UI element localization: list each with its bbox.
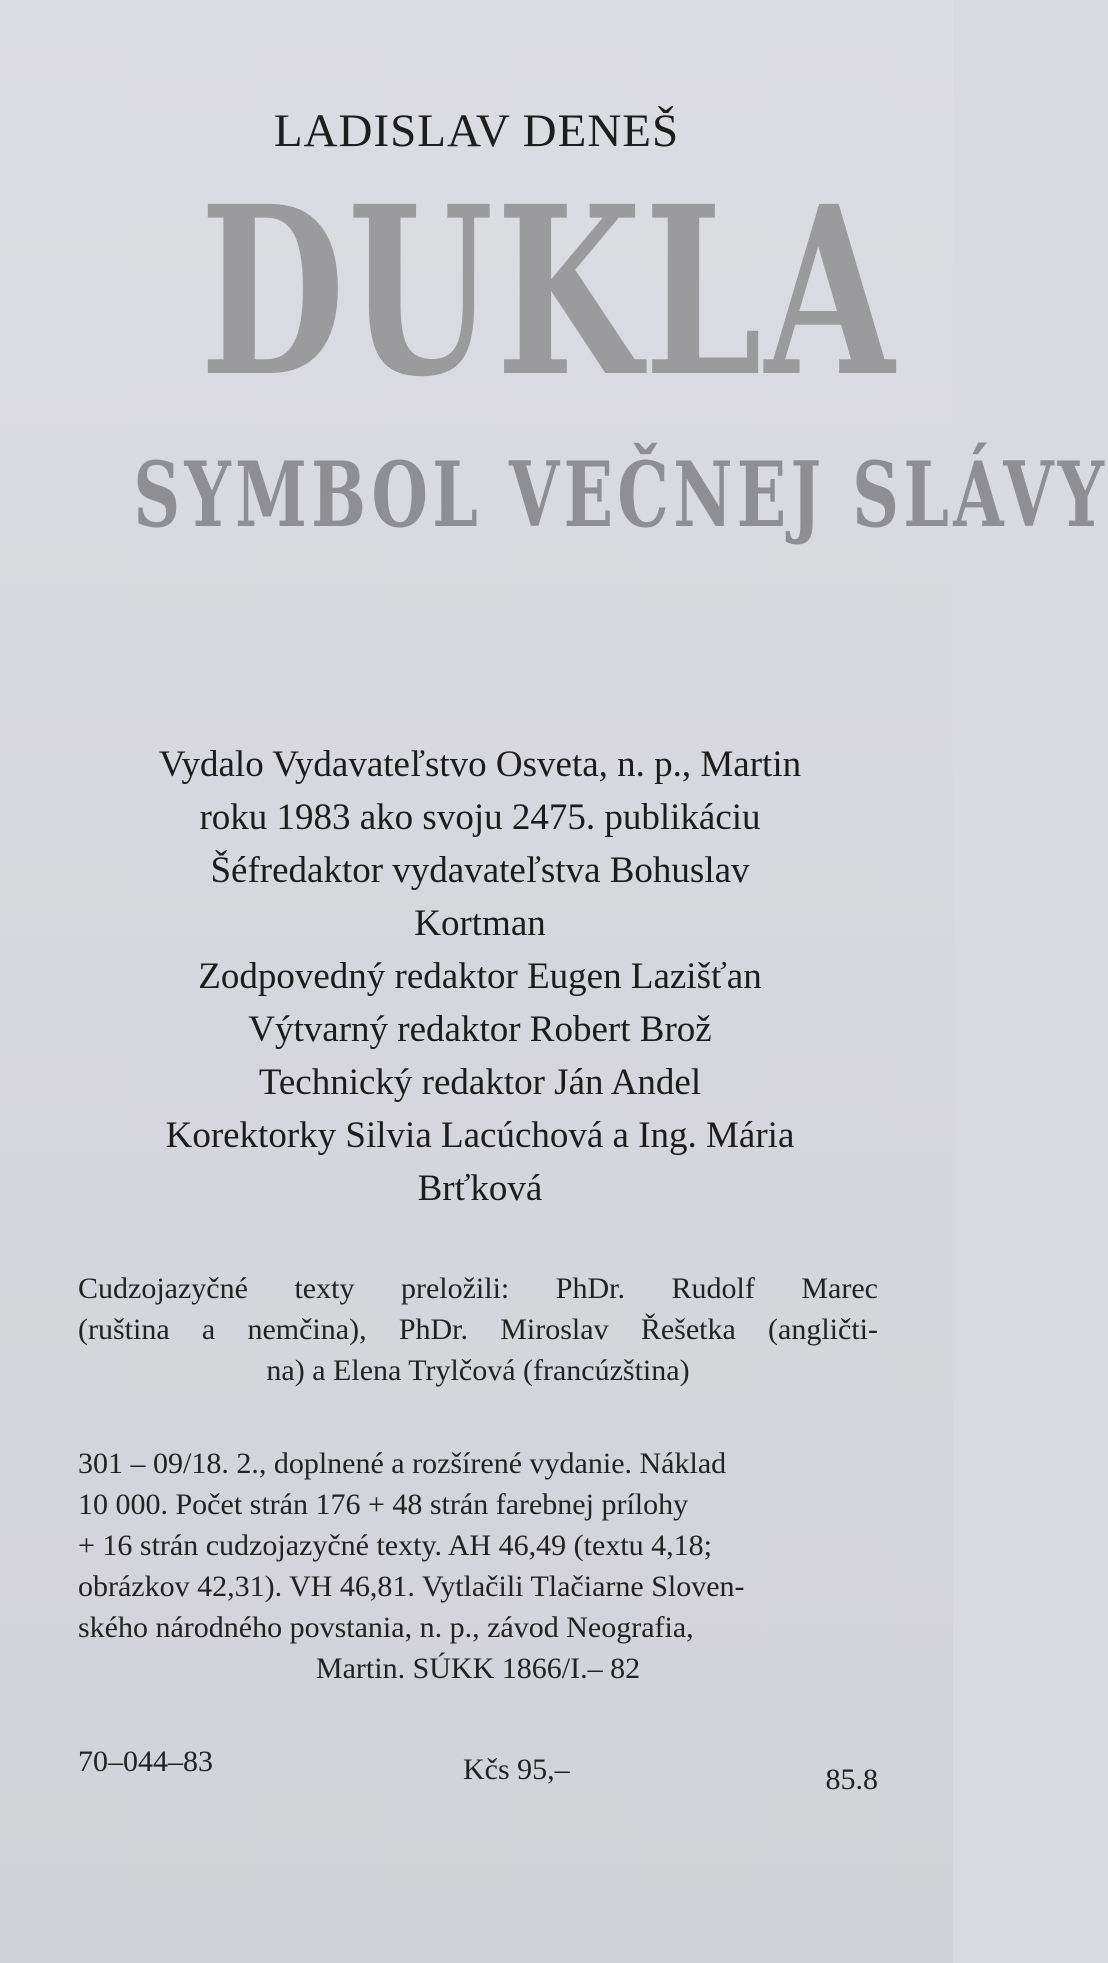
technical-line: Martin. SÚKK 1866/I.– 82: [315, 1652, 641, 1685]
classification-code: 85.8: [825, 1763, 878, 1796]
imprint-block: [70, 738, 890, 1215]
imprint-line: roku 1983 ako svoju 2475. publikáciu: [199, 797, 761, 838]
translations-line: (ruština a nemčina), PhDr. Miroslav Řešetka (angličti-: [78, 1313, 878, 1346]
imprint-line: Kortman: [414, 903, 546, 944]
technical-line: + 16 strán cudzojazyčné texty. AH 46,49 (textu 4,18;: [78, 1529, 712, 1562]
author-name: LADISLAV DENEŠ: [273, 105, 680, 157]
imprint-line: Technický redaktor Ján Andel: [258, 1062, 702, 1103]
publication-code: 70–044–83: [78, 1745, 213, 1778]
imprint-line: Zodpovedný redaktor Eugen Lazišťan: [198, 956, 762, 997]
book-title: DUKLA: [200, 155, 898, 428]
translations-line: na) a Elena Trylčová (francúzština): [266, 1354, 690, 1387]
imprint-line: Šéfredaktor vydavateľstva Bohuslav: [210, 850, 750, 891]
imprint-line: Vydalo Vydavateľstvo Osveta, n. p., Martin: [158, 744, 802, 785]
technical-line: 10 000. Počet strán 176 + 48 strán farebnej prílohy: [78, 1488, 689, 1521]
technical-line: obrázkov 42,31). VH 46,81. Vytlačili Tlačiarne Sloven-: [78, 1570, 745, 1603]
imprint-line: Výtvarný redaktor Robert Brož: [248, 1009, 712, 1050]
translations-line: Cudzojazyčné texty preložili: PhDr. Rudolf Marec: [78, 1272, 878, 1305]
technical-line: 301 – 09/18. 2., doplnené a rozšírené vydanie. Náklad: [78, 1447, 727, 1480]
imprint-line: Korektorky Silvia Lacúchová a Ing. Mária: [165, 1115, 795, 1156]
translations-note: [78, 1268, 878, 1391]
imprint-line: Brťková: [417, 1168, 543, 1209]
technical-data: [78, 1443, 878, 1689]
technical-line: ského národného povstania, n. p., závod Neografia,: [78, 1611, 694, 1644]
book-subtitle: SYMBOL VEČNEJ SLÁVY: [133, 442, 1108, 548]
price-label: Kčs 95,–: [463, 1753, 570, 1786]
